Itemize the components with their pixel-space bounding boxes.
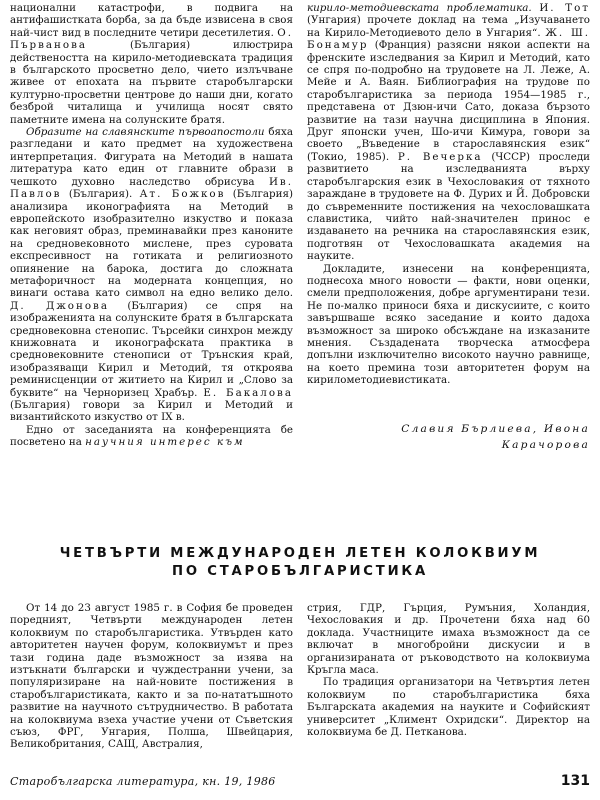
paragraph: От 14 до 23 август 1985 г. в София бе проведен поредният, Четвърти международен летен колоквиум по старобългаристика. Утвърден като авторитетен научен форум, колоквиумът и през тази година даде възможност за изява на изтъкнати български и чуждестранни учени, за популяризиране на най-новите постижения в старобългаристиката, както и за по-нататъшното развитие на научното сътрудничество. В работата на колоквиума взеха участие учени от Съветския съюз, ФРГ, Унгария, Полша, Швейцария, Великобритания, САЩ, Австралия, bbox=[10, 602, 293, 751]
text-run: (Унгария) прочете доклад на тема „Изучаването на Кирило-Методиевото дело в Унгария“. bbox=[307, 14, 590, 39]
paragraph bbox=[10, 424, 293, 449]
text-run: Едно от заседанията на конференцията бе посветено на bbox=[10, 423, 293, 449]
italic-phrase: кирило-методиевската проблематика. bbox=[307, 2, 532, 14]
heading-line: ПО СТАРОБЪЛГАРИСТИКА bbox=[172, 564, 428, 579]
text-run: (България) илюстрира действеността на кирило-методиевската традиция в българското просветно дело, чието излъчване живее от епохата на първите старобългарски културно-просветни центрове до наши дни, когато безброй читалища и училища носят свято паметните имена на солунските братя. bbox=[10, 39, 293, 126]
signature-line: Карачорова bbox=[501, 438, 590, 451]
bottom-right-column bbox=[307, 602, 590, 762]
page-number: 131 bbox=[560, 773, 590, 789]
bottom-left-column bbox=[10, 602, 293, 762]
author-name: О. Първанова bbox=[10, 26, 293, 52]
text-run: (България) анализира иконографията на Методий в европейското изобразително изкуство и показа как неговият образ, преминавайки през каноните на средновековното мислене, през суровата експресивност на готиката и религиозното опиянение на барока, достига до сложната метафоричност на модерната концепция, но винаги остава като символ на едно велико дело. bbox=[10, 188, 293, 300]
page-footer bbox=[10, 773, 590, 791]
text-run: Докладите, изнесени на конференцията, поднесоха много новости — факти, нови оценки, смели предположения, добре аргументирани тези. Не по-малко приноси бяха и дискусиите, с които завършваше всяко заседание и които дадоха възможност за широко обсъждане на изказаните мнения. Създадената творческа атмосфера допълни изключително високото научно равнище, на което премина този авторитетен форум на кирилометодиевистиката. bbox=[307, 262, 590, 387]
top-columns bbox=[10, 2, 590, 492]
paragraph bbox=[10, 2, 293, 126]
author-name: Ат. Божков bbox=[139, 188, 226, 201]
bottom-columns bbox=[10, 602, 590, 762]
author-name: Р. Вечерка bbox=[397, 150, 483, 163]
author-name: Е. Бакалова bbox=[203, 386, 293, 399]
heading-line: ЧЕТВЪРТИ МЕЖДУНАРОДЕН ЛЕТЕН КОЛОКВИУМ bbox=[59, 546, 541, 561]
paragraph: стрия, ГДР, Гърция, Румъния, Холандия, Чехословакия и др. Прочетени бяха над 60 доклада. Участниците имаха възможност да се включат в многобройни дискусии и в организираната от ръководството на колоквиума Кръгла маса. bbox=[307, 602, 590, 677]
text-run: (България) говори за Кирил и Методий и византийското изкуство от IX в. bbox=[10, 399, 293, 424]
journal-citation: Старобългарска литература, кн. 19, 1986 bbox=[10, 775, 276, 788]
author-name: Д. Джонова bbox=[10, 299, 109, 312]
italic-phrase: научния интерес към bbox=[85, 436, 245, 449]
paragraph: По традиция организатори на Четвъртия летен колоквиум по старобългаристика бяха Българската академия на науките и Софийският университет „Климент Охридски“. Директор на колоквиума бе Д. Петканова. bbox=[307, 676, 590, 739]
paragraph bbox=[307, 263, 590, 387]
author-name: И. Тот bbox=[539, 2, 590, 14]
text-run: (Франция) разясни някои аспекти на френските изследвания за Кирил и Методий, като се спря по-подробно на трудовете на Л. Леже, А. Мейе и А. Ваян. Библиография на трудове по старобългаристика за периода 1954—1985 г., представена от Дзюн-ичи Сато, доказа бързото развитие на тази научна дисциплина в Япония. Друг японски учен, Шо-ичи Кимура, говори за своето „Въведение в старославянския език“ (Токио, 1985). bbox=[307, 39, 590, 163]
paragraph bbox=[307, 2, 590, 263]
text-run: бяха разгледани и като предмет на художествена интерпретация. Фигурата на Методий в нашата литература като един от главните образи в чешкото духовно наследство обрисува bbox=[10, 126, 293, 188]
article-signature bbox=[307, 421, 590, 453]
article-heading bbox=[0, 545, 600, 581]
author-name: Ив. Павлов bbox=[10, 175, 293, 201]
author-name: Ж. Ш. Бонамур bbox=[307, 26, 590, 52]
italic-phrase: Образите на славянските първоапостоли bbox=[26, 126, 265, 139]
text-run: национални катастрофи, в подвига на антифашистката борба, за да бъде извисена в своя най-чист вид в последните четири десетилетия. bbox=[10, 2, 293, 39]
top-left-column bbox=[10, 2, 293, 492]
paragraph bbox=[10, 126, 293, 424]
top-right-column bbox=[307, 2, 590, 492]
text-run: (ЧССР) проследи развитието на изследванията върху старобългарския език в Чехословакия от тяхното зараждане в трудовете на Ф. Дурих и Й. Добровски до съвременните постижения на чехословашката славистика, чийто най-значителен принос е издаването на речника на старославянския език, подготвян от Чехословашката академия на науките. bbox=[307, 150, 590, 263]
text-run: (България) се спря на изображенията на солунските братя в българската средновековна стенопис. Търсейки синхрон между книжовната и иконографската практика в средновековните стенописи от Трънския край, изобразяващи Кирил и Методий, тя откроява реминисценции от житието на Кирил и „Слово за буквите“ на Черноризец Храбър. bbox=[10, 299, 293, 399]
signature-line: Славия Бърлиева, Ивона bbox=[401, 422, 590, 435]
text-run: (България). bbox=[68, 188, 133, 201]
